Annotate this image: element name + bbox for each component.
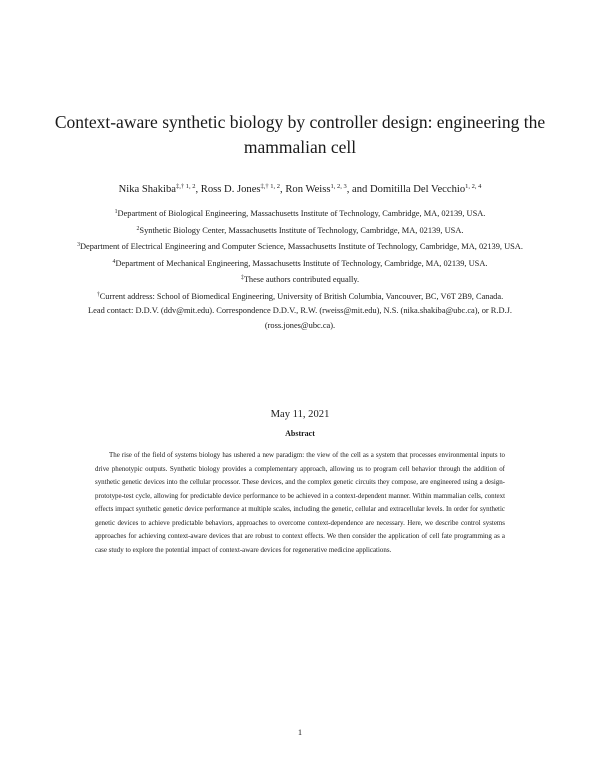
abstract-heading: Abstract xyxy=(285,429,315,438)
affiliation-mark: 1 xyxy=(114,209,118,215)
author-name: Ron Weiss xyxy=(285,184,331,195)
author-affiliation-marks: ‡,† 1, 2 xyxy=(260,183,281,190)
affiliation-text: Current address: School of Biomedical Engineering, University of British Columbia, Vancouver, BC, V6T 2B9, Canada. xyxy=(99,291,504,301)
author-separator: , xyxy=(195,184,201,195)
affiliation-text: Synthetic Biology Center, Massachusetts Institute of Technology, Cambridge, MA, 02139, USA. xyxy=(139,225,464,235)
affiliation-line xyxy=(70,288,530,305)
affiliation-line xyxy=(70,271,530,288)
affiliation-mark: 3 xyxy=(77,242,80,248)
abstract-body: The rise of the field of systems biology has ushered a new paradigm: the view of the cell as a system that processes environmental inputs to drive phenotypic outputs. Synthetic biology provides a complementary approach, allowing us to program cell behavior through the addition of synthetic genetic devices into the cellular processor. These devices, and the complex genetic circuits they compose, are engineered using a design-prototype-test cycle, allowing for predictable device performance to be achieved in a context-dependent manner. Within mammalian cells, context effects impact synthetic genetic device performance at multiple scales, including the genetic, cellular and extracellular levels. In order for synthetic genetic devices to achieve predictable behaviors, approaches to overcome context-dependence are necessary. Here, we describe control systems approaches for achieving context-aware devices that are robust to context effects. We then consider the application of cell fate programming as a case study to explore the potential impact of context-aware devices for regenerative medicine applications. xyxy=(95,451,505,554)
author-separator: , xyxy=(280,184,286,195)
page-number: 1 xyxy=(297,727,303,737)
affiliation-mark: 2 xyxy=(136,225,140,232)
lead-contact: Lead contact: D.D.V. (ddv@mit.edu). Correspondence D.D.V., R.W. (rweiss@mit.edu), N.S. (nika.shakiba@ubc.ca), or R.D.J. (ross.jones@ubc.ca). xyxy=(88,306,512,330)
author-name: Domitilla Del Vecchio xyxy=(370,184,466,195)
affiliation-text: These authors contributed equally. xyxy=(243,275,360,284)
affiliation-mark: ‡ xyxy=(240,275,244,281)
author-affiliation-marks: 1, 2, 3 xyxy=(330,183,347,190)
affiliation-text: Department of Mechanical Engineering, Massachusetts Institute of Technology, Cambridge, MA, 02139, USA. xyxy=(115,258,488,268)
affiliation-text: Department of Biological Engineering, Massachusetts Institute of Technology, Cambridge, MA, 02139, USA. xyxy=(117,209,486,218)
publication-date: May 11, 2021 xyxy=(270,409,330,420)
affiliation-line xyxy=(70,255,530,272)
author-name: Ross D. Jones xyxy=(200,184,261,195)
author-affiliation-marks: ‡,† 1, 2 xyxy=(175,183,196,190)
author-list xyxy=(20,180,580,197)
affiliation-text: Department of Electrical Engineering and Computer Science, Massachusetts Institute of Technology, Cambridge, MA, 02139, USA. xyxy=(79,242,523,251)
author-separator: , and xyxy=(346,184,370,195)
affiliation-mark: † xyxy=(96,291,100,298)
affiliations xyxy=(70,205,530,333)
affiliation-line xyxy=(70,222,530,239)
author-affiliation-marks: 1, 2, 4 xyxy=(465,183,482,190)
paper-title: Context-aware synthetic biology by controller design: engineering the mammalian cell xyxy=(54,112,546,157)
affiliation-line xyxy=(70,205,530,222)
author-name: Nika Shakiba xyxy=(118,184,176,195)
affiliation-mark: 4 xyxy=(112,258,116,265)
affiliation-line xyxy=(70,238,530,255)
